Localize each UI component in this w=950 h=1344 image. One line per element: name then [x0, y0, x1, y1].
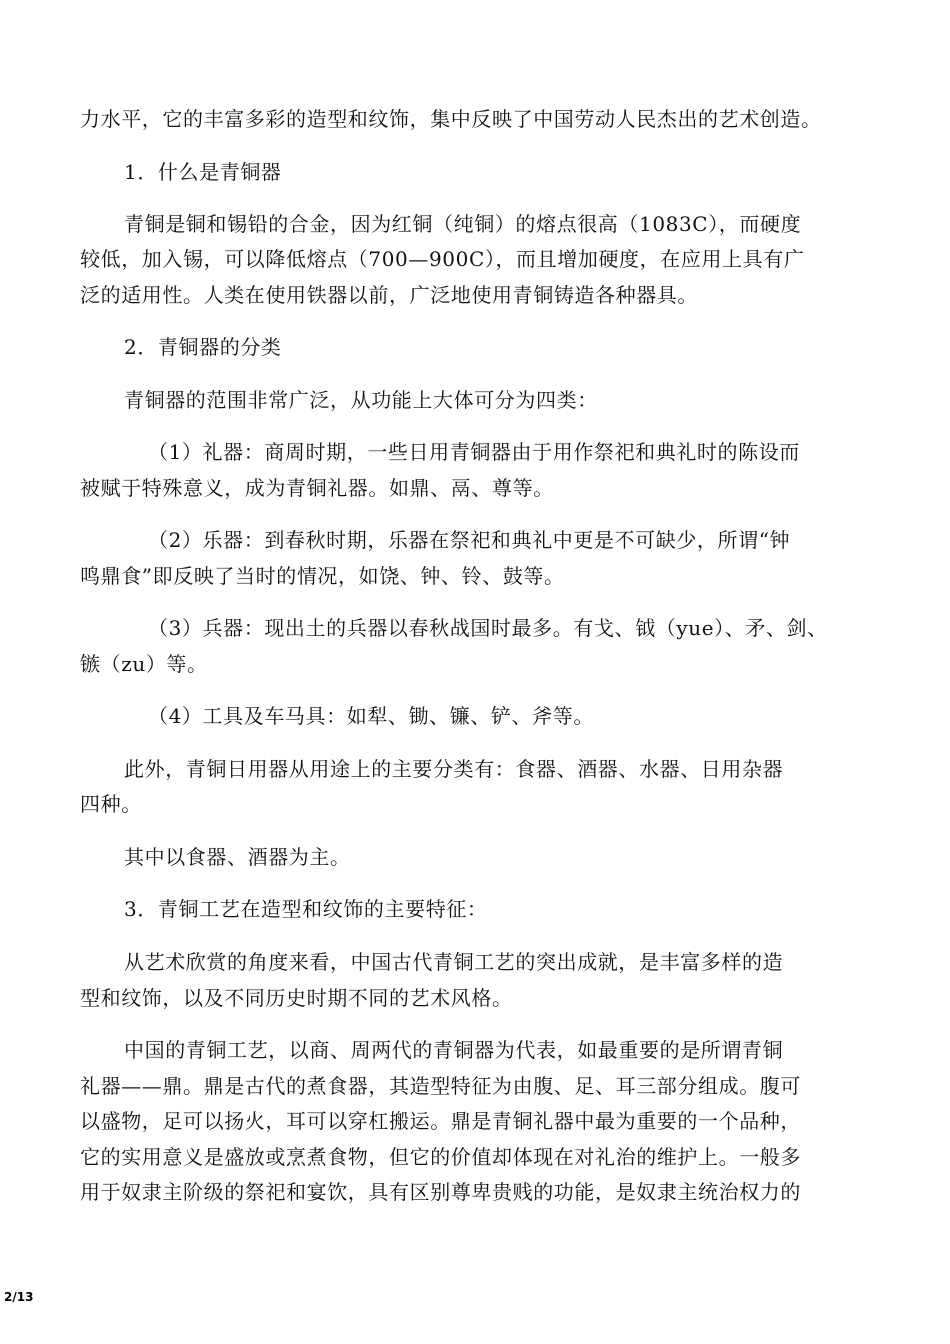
section-heading: 3．青铜工艺在造型和纹饰的主要特征： — [124, 897, 488, 921]
paragraph-line: 型和纹饰，以及不同历史时期不同的艺术风格。 — [80, 986, 513, 1010]
section-heading: 1．什么是青铜器 — [124, 160, 282, 184]
list-item-line: 镞（zu）等。 — [80, 652, 208, 676]
page-number: 2/13 — [4, 1290, 34, 1304]
paragraph-line: 较低，加入锡，可以降低熔点（700—900C），而且增加硬度，在应用上具有广 — [80, 247, 805, 271]
list-item-line: （3）兵器：现出土的兵器以春秋战国时最多。有戈、钺（yue）、矛、剑、 — [148, 616, 828, 640]
paragraph-line: 用于奴隶主阶级的祭祀和宴饮，具有区别尊卑贵贱的功能，是奴隶主统治权力的 — [80, 1180, 801, 1204]
paragraph-line: 四种。 — [80, 792, 142, 816]
paragraph-line: 青铜是铜和锡铅的合金，因为红铜（纯铜）的熔点很高（1083C），而硬度 — [124, 212, 802, 236]
list-item-line: （2）乐器：到春秋时期，乐器在祭祀和典礼中更是不可缺少，所谓“钟 — [148, 528, 791, 552]
paragraph-line: 其中以食器、酒器为主。 — [124, 845, 351, 869]
paragraph-line: 青铜器的范围非常广泛，从功能上大体可分为四类： — [124, 388, 598, 412]
paragraph-line: 以盛物，足可以扬火，耳可以穿杠搬运。鼎是青铜礼器中最为重要的一个品种， — [80, 1109, 801, 1133]
paragraph-line: 此外，青铜日用器从用途上的主要分类有：食器、酒器、水器、日用杂器 — [124, 757, 784, 781]
paragraph-line: 从艺术欣赏的角度来看，中国古代青铜工艺的突出成就，是丰富多样的造 — [124, 950, 784, 974]
paragraph-line: 泛的适用性。人类在使用铁器以前，广泛地使用青铜铸造各种器具。 — [80, 283, 698, 307]
list-item-line: 鸣鼎食”即反映了当时的情况，如饶、钟、铃、鼓等。 — [80, 564, 565, 588]
list-item-line: （1）礼器：商周时期，一些日用青铜器由于用作祭祀和典礼时的陈设而 — [148, 440, 800, 464]
paragraph-line: 礼器——鼎。鼎是古代的煮食器，其造型特征为由腹、足、耳三部分组成。腹可 — [80, 1074, 801, 1098]
paragraph-line: 力水平，它的丰富多彩的造型和纹饰，集中反映了中国劳动人民杰出的艺术创造。 — [80, 107, 822, 131]
paragraph-line: 它的实用意义是盛放或烹煮食物，但它的价值却体现在对礼治的维护上。一般多 — [80, 1145, 801, 1169]
list-item-line: （4）工具及车马具：如犁、锄、镰、铲、斧等。 — [148, 704, 594, 728]
paragraph-line: 中国的青铜工艺，以商、周两代的青铜器为代表，如最重要的是所谓青铜 — [124, 1038, 784, 1062]
list-item-line: 被赋于特殊意义，成为青铜礼器。如鼎、鬲、尊等。 — [80, 476, 554, 500]
section-heading: 2．青铜器的分类 — [124, 335, 282, 359]
